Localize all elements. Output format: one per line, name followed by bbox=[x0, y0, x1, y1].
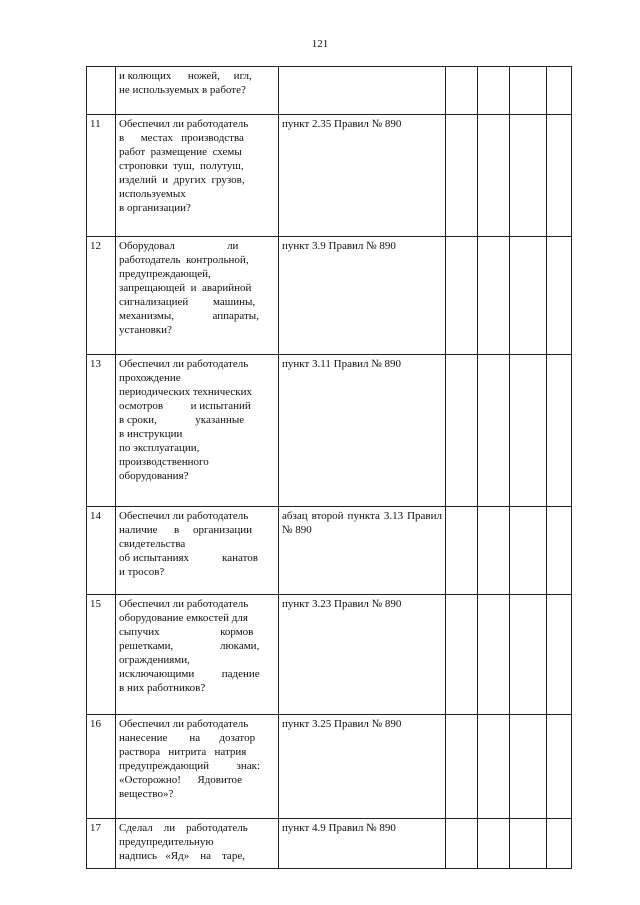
question-line: решетками, люками, bbox=[119, 640, 260, 652]
answer-cell-4[interactable] bbox=[547, 67, 572, 115]
question-cell bbox=[116, 67, 279, 115]
question-line: изделий и других грузов, bbox=[119, 174, 245, 186]
row-number: 14 bbox=[87, 507, 116, 595]
answer-cell-4[interactable] bbox=[547, 595, 572, 715]
answer-cell-2[interactable] bbox=[478, 507, 510, 595]
question-line: Сделал ли работодатель bbox=[119, 822, 248, 834]
answer-cell-2[interactable] bbox=[478, 237, 510, 355]
question-line: в местах производства bbox=[119, 132, 244, 144]
answer-cell-3[interactable] bbox=[510, 237, 547, 355]
reference-cell: пункт 3.9 Правил № 890 bbox=[279, 237, 446, 355]
question-cell bbox=[116, 115, 279, 237]
answer-cell-4[interactable] bbox=[547, 819, 572, 869]
question-line: установки? bbox=[119, 324, 172, 336]
table-row bbox=[87, 507, 572, 595]
answer-cell-4[interactable] bbox=[547, 115, 572, 237]
question-line: не используемых в работе? bbox=[119, 84, 246, 96]
question-line: предупредительную bbox=[119, 836, 214, 848]
question-line: сигнализацией машины, bbox=[119, 296, 256, 308]
answer-cell-1[interactable] bbox=[446, 237, 478, 355]
question-line: оборудования? bbox=[119, 470, 189, 482]
answer-cell-1[interactable] bbox=[446, 355, 478, 507]
question-line: надпись «Яд» на таре, bbox=[119, 850, 245, 862]
question-line: свидетельства bbox=[119, 538, 186, 550]
answer-cell-3[interactable] bbox=[510, 819, 547, 869]
row-number: 11 bbox=[87, 115, 116, 237]
answer-cell-3[interactable] bbox=[510, 507, 547, 595]
answer-cell-2[interactable] bbox=[478, 819, 510, 869]
question-line: по эксплуатации, bbox=[119, 442, 200, 454]
reference-cell: пункт 3.25 Правил № 890 bbox=[279, 715, 446, 819]
question-line: вещество»? bbox=[119, 788, 174, 800]
answer-cell-1[interactable] bbox=[446, 819, 478, 869]
answer-cell-4[interactable] bbox=[547, 715, 572, 819]
answer-cell-3[interactable] bbox=[510, 715, 547, 819]
question-line: запрещающей и аварийной bbox=[119, 282, 252, 294]
question-cell bbox=[116, 715, 279, 819]
answer-cell-3[interactable] bbox=[510, 355, 547, 507]
reference-cell: пункт 4.9 Правил № 890 bbox=[279, 819, 446, 869]
question-line: предупреждающей, bbox=[119, 268, 211, 280]
table-row bbox=[87, 67, 572, 115]
question-cell bbox=[116, 237, 279, 355]
question-line: ограждениями, bbox=[119, 654, 190, 666]
table-row bbox=[87, 595, 572, 715]
question-line: Обеспечил ли работодатель bbox=[119, 118, 249, 130]
answer-cell-1[interactable] bbox=[446, 715, 478, 819]
question-line: раствора нитрита натрия bbox=[119, 746, 247, 758]
question-cell bbox=[116, 355, 279, 507]
question-line: Обеспечил ли работодатель bbox=[119, 358, 249, 370]
answer-cell-1[interactable] bbox=[446, 507, 478, 595]
row-number: 15 bbox=[87, 595, 116, 715]
row-number: 16 bbox=[87, 715, 116, 819]
answer-cell-2[interactable] bbox=[478, 715, 510, 819]
question-line: и тросов? bbox=[119, 566, 165, 578]
question-cell bbox=[116, 507, 279, 595]
question-line: Обеспечил ли работодатель bbox=[119, 510, 249, 522]
page-number: 121 bbox=[311, 38, 329, 50]
reference-cell: пункт 2.35 Правил № 890 bbox=[279, 115, 446, 237]
answer-cell-1[interactable] bbox=[446, 115, 478, 237]
question-line: работодатель контрольной, bbox=[119, 254, 249, 266]
table-row bbox=[87, 819, 572, 869]
table-row bbox=[87, 355, 572, 507]
table-row bbox=[87, 715, 572, 819]
answer-cell-4[interactable] bbox=[547, 507, 572, 595]
question-line: осмотров и испытаний bbox=[119, 400, 251, 412]
question-line: в организации? bbox=[119, 202, 191, 214]
question-line: нанесение на дозатор bbox=[119, 732, 256, 744]
answer-cell-3[interactable] bbox=[510, 67, 547, 115]
question-line: и колющих ножей, игл, bbox=[119, 70, 252, 82]
answer-cell-4[interactable] bbox=[547, 237, 572, 355]
question-line: наличие в организации bbox=[119, 524, 253, 536]
question-line: сыпучих кормов bbox=[119, 626, 254, 638]
reference-cell: пункт 3.23 Правил № 890 bbox=[279, 595, 446, 715]
question-line: прохождение bbox=[119, 372, 181, 384]
answer-cell-4[interactable] bbox=[547, 355, 572, 507]
answer-cell-1[interactable] bbox=[446, 67, 478, 115]
question-line: механизмы, аппараты, bbox=[119, 310, 259, 322]
question-line: в них работников? bbox=[119, 682, 206, 694]
question-line: Обеспечил ли работодатель bbox=[119, 718, 249, 730]
question-cell bbox=[116, 595, 279, 715]
question-line: в инструкции bbox=[119, 428, 183, 440]
answer-cell-2[interactable] bbox=[478, 67, 510, 115]
row-number: 12 bbox=[87, 237, 116, 355]
row-number: 17 bbox=[87, 819, 116, 869]
question-line: Обеспечил ли работодатель bbox=[119, 598, 249, 610]
question-line: в сроки, указанные bbox=[119, 414, 245, 426]
question-line: используемых bbox=[119, 188, 186, 200]
question-line: Оборудовал ли bbox=[119, 240, 239, 252]
question-line: оборудование емкостей для bbox=[119, 612, 248, 624]
question-line: об испытаниях канатов bbox=[119, 552, 258, 564]
answer-cell-2[interactable] bbox=[478, 355, 510, 507]
question-line: периодических технических bbox=[119, 386, 252, 398]
checklist-table bbox=[86, 66, 572, 869]
question-line: «Осторожно! Ядовитое bbox=[119, 774, 243, 786]
answer-cell-3[interactable] bbox=[510, 115, 547, 237]
checklist-rows bbox=[87, 67, 572, 869]
question-line: исключающими падение bbox=[119, 668, 260, 680]
answer-cell-3[interactable] bbox=[510, 595, 547, 715]
reference-cell: абзац второй пункта 3.13 Правил № 890 bbox=[279, 507, 446, 595]
answer-cell-2[interactable] bbox=[478, 115, 510, 237]
table-row bbox=[87, 115, 572, 237]
answer-cell-1[interactable] bbox=[446, 595, 478, 715]
question-line: строповки туш, полутуш, bbox=[119, 160, 244, 172]
row-number bbox=[87, 67, 116, 115]
table-row bbox=[87, 237, 572, 355]
reference-cell bbox=[279, 67, 446, 115]
question-line: работ размещение схемы bbox=[119, 146, 242, 158]
reference-cell: пункт 3.11 Правил № 890 bbox=[279, 355, 446, 507]
question-line: производственного bbox=[119, 456, 209, 468]
question-cell bbox=[116, 819, 279, 869]
answer-cell-2[interactable] bbox=[478, 595, 510, 715]
question-line: предупреждающий знак: bbox=[119, 760, 261, 772]
row-number: 13 bbox=[87, 355, 116, 507]
